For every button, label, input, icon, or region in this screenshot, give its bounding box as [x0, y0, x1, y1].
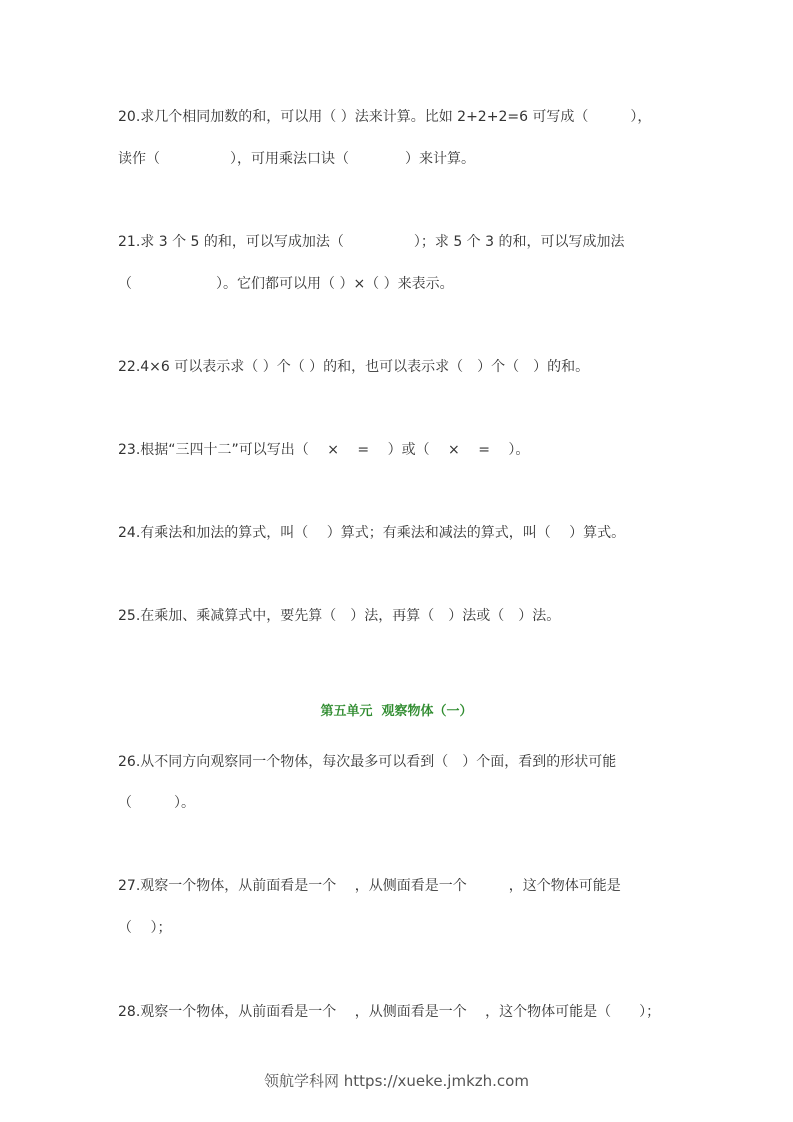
q26-line2: （ ）。 — [118, 795, 195, 811]
q28-line1: 28.观察一个物体，从前面看是一个 ，从侧面看是一个 ，这个物体可能是（ ）； — [118, 1004, 661, 1020]
q20-line1: 20.求几个相同加数的和，可以用（ ）法来计算。比如 2+2+2=6 可写成（ ）， — [118, 109, 652, 125]
q27-line1: 27.观察一个物体，从前面看是一个 ，从侧面看是一个 ，这个物体可能是 — [118, 878, 621, 894]
q26-line1: 26.从不同方向观察同一个物体，每次最多可以看到（ ）个面，看到的形状可能 — [118, 754, 617, 770]
q22-line1: 22.4×6 可以表示求（ ）个（ ）的和，也可以表示求（ ）个（ ）的和。 — [118, 359, 590, 375]
footer-watermark: 领航学科网 https://xueke.jmkzh.com — [264, 1072, 529, 1090]
q25-line1: 25.在乘加、乘减算式中，要先算（ ）法，再算（ ）法或（ ）法。 — [118, 608, 561, 624]
q21-line2: （ ）。它们都可以用（ ）×（ ）来表示。 — [118, 276, 454, 292]
q20-line2: 读作（ ），可用乘法口诀（ ）来计算。 — [118, 151, 475, 167]
q23-line1: 23.根据“三四十二”可以写出（ × = ）或（ × = ）。 — [118, 442, 530, 458]
section-title: 第五单元 观察物体（一） — [320, 704, 473, 719]
q27-line2: （ ）； — [118, 920, 172, 936]
q24-line1: 24.有乘法和加法的算式，叫（ ）算式；有乘法和减法的算式，叫（ ）算式。 — [118, 525, 626, 541]
q21-line1: 21.求 3 个 5 的和，可以写成加法（ ）；求 5 个 3 的和，可以写成加法 — [118, 234, 625, 250]
